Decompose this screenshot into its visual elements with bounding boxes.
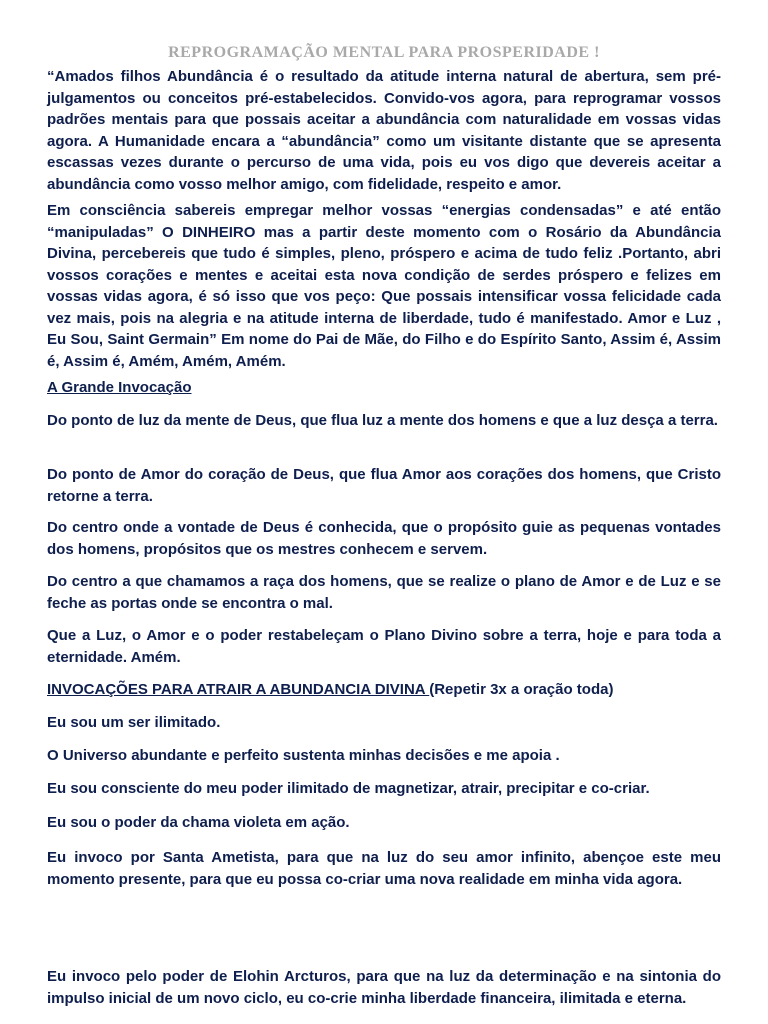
affirmation-1: Eu sou um ser ilimitado.: [47, 714, 221, 731]
invocation-paragraph-3: Do centro onde a vontade de Deus é conhecida, que o propósito guie as pequenas vontades dos homens, propósitos que os mestres conhecem e servem.: [47, 519, 721, 558]
affirmation-2: O Universo abundante e perfeito sustenta minhas decisões e me apoia .: [47, 747, 560, 764]
intro-paragraph-2: Em consciência sabereis empregar melhor vossas “energias condensadas” e até então “manipuladas” O DINHEIRO mas a partir deste momento com o Rosário da Abundância Divina, percebereis que tudo é simples, pleno, próspero e acima de tudo feliz .Portanto, abri vossos corações e mentes e aceitai esta nova condição de serdes próspero e felizes em vossas vidas agora, é só isso que vos peço: Que possais intensificar vossa felicidade cada vez mais, pois na alegria e na atitude interna de liberdade, tudo é manifestado. Amor e Luz , Eu Sou, Saint Germain” Em nome do Pai de Mãe, do Filho e do Espírito Santo, Assim é, Assim é, Assim é, Amém, Amém, Amém.: [47, 202, 721, 370]
invocation-heading: A Grande Invocação: [47, 379, 192, 396]
abundance-repeat-note: (Repetir 3x a oração toda): [429, 681, 614, 698]
affirmation-3: Eu sou consciente do meu poder ilimitado de magnetizar, atrair, precipitar e co-criar.: [47, 780, 650, 797]
invocation-ametista: Eu invoco por Santa Ametista, para que na luz do seu amor infinito, abençoe este meu momento presente, para que eu possa co-criar uma nova realidade em minha vida agora.: [47, 849, 721, 888]
abundance-heading: INVOCAÇÕES PARA ATRAIR A ABUNDANCIA DIVINA: [47, 681, 430, 698]
document-title: REPROGRAMAÇÃO MENTAL PARA PROSPERIDADE !: [168, 44, 600, 61]
invocation-arcturos: Eu invoco pelo poder de Elohin Arcturos, para que na luz da determinação e na sintonia do impulso inicial de um novo ciclo, eu co-crie minha liberdade financeira, ilimitada e eterna.: [47, 968, 721, 1007]
invocation-paragraph-5: Que a Luz, o Amor e o poder restabeleçam o Plano Divino sobre a terra, hoje e para toda a eternidade. Amém.: [47, 627, 721, 666]
abundance-heading-line: [47, 679, 613, 701]
invocation-paragraph-1: Do ponto de luz da mente de Deus, que flua luz a mente dos homens e que a luz desça a terra.: [47, 412, 718, 429]
affirmation-4: Eu sou o poder da chama violeta em ação.: [47, 814, 350, 831]
invocation-paragraph-2: Do ponto de Amor do coração de Deus, que flua Amor aos corações dos homens, que Cristo retorne a terra.: [47, 466, 721, 505]
intro-paragraph-1: “Amados filhos Abundância é o resultado da atitude interna natural de abertura, sem pré-julgamentos ou conceitos pré-estabelecidos. Convido-vos agora, para reprogramar vossos padrões mentais para que possais aceitar a abundância com naturalidade em vossas vidas agora. A Humanidade encara a “abundância” como um visitante distante que se apresenta escassas vezes durante o percurso de uma vida, pois eu vos digo que devereis aceitar a abundância como vosso melhor amigo, com fidelidade, respeito e amor.: [47, 68, 721, 193]
invocation-paragraph-4: Do centro a que chamamos a raça dos homens, que se realize o plano de Amor e de Luz e se feche as portas onde se encontra o mal.: [47, 573, 721, 612]
